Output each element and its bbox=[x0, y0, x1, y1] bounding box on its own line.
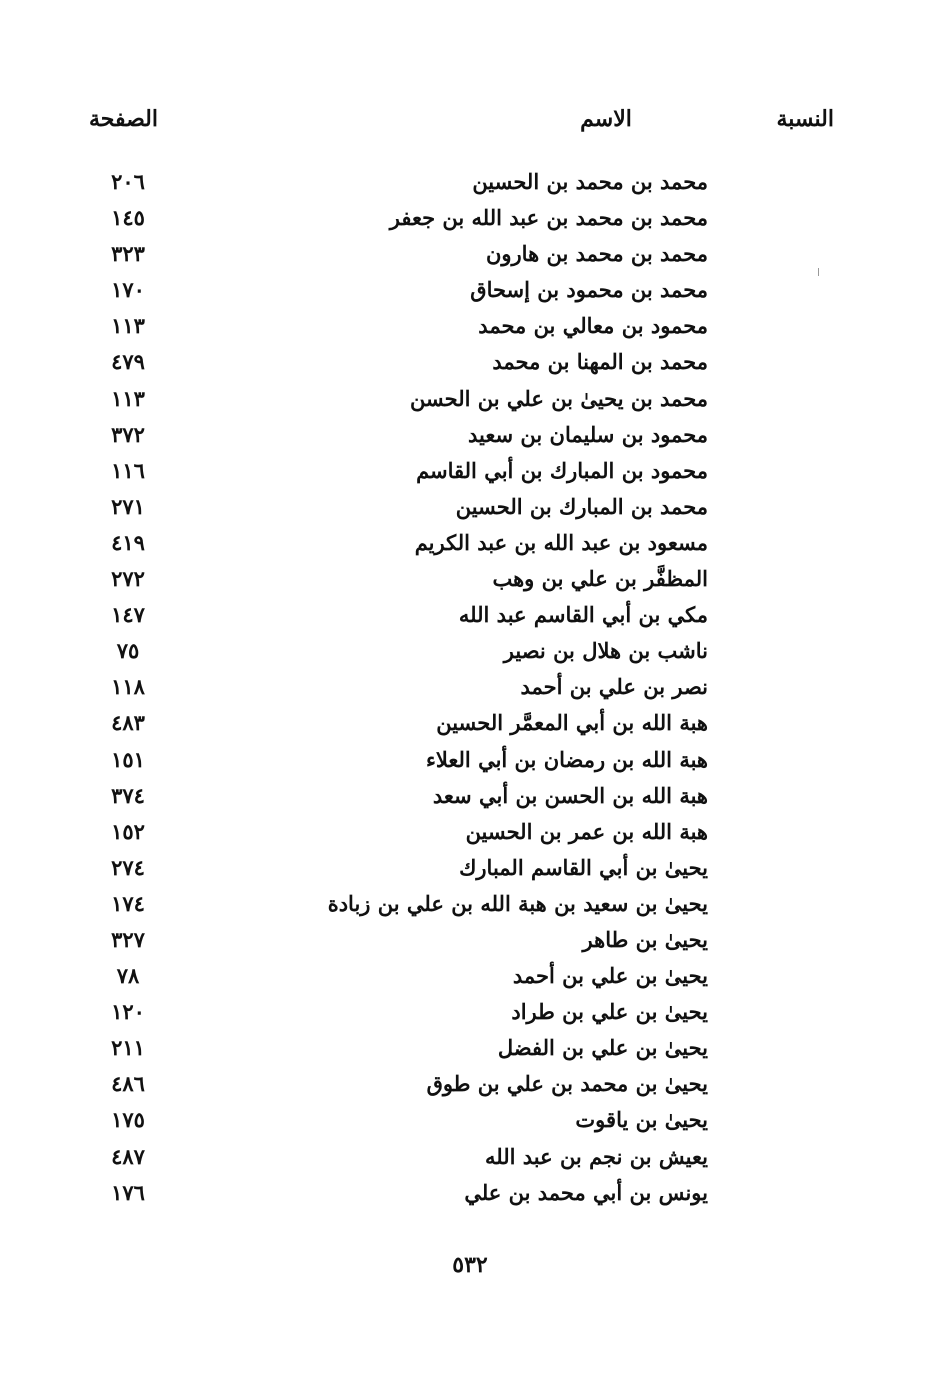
entry-page: ١٧٦ bbox=[111, 1179, 145, 1205]
table-row bbox=[0, 670, 940, 706]
entry-page: ١٥٢ bbox=[111, 818, 145, 844]
entry-name: يعيش بن نجم بن عبد الله bbox=[484, 1143, 708, 1169]
table-row bbox=[0, 526, 940, 562]
index-table bbox=[0, 165, 940, 1212]
table-row bbox=[0, 382, 940, 418]
table-row bbox=[0, 887, 940, 923]
entry-page: ١٧٠ bbox=[111, 277, 145, 303]
table-row bbox=[0, 1140, 940, 1176]
scan-mark bbox=[818, 268, 819, 276]
entry-name: يحيىٰ بن أبي القاسم المبارك bbox=[459, 854, 708, 880]
entry-name: ناشب بن هلال بن نصير bbox=[503, 638, 708, 664]
entry-page: ١٧٤ bbox=[111, 890, 145, 916]
table-row bbox=[0, 273, 940, 309]
page-number: ٥٣٢ bbox=[452, 1252, 488, 1278]
entry-page: ٢٧٢ bbox=[111, 566, 145, 592]
entry-name: يحيىٰ بن علي بن أحمد bbox=[512, 963, 708, 989]
entry-page: ١٥١ bbox=[111, 746, 145, 772]
table-row bbox=[0, 345, 940, 381]
table-row bbox=[0, 743, 940, 779]
table-header bbox=[0, 106, 940, 146]
table-row bbox=[0, 418, 940, 454]
entry-name: محمد بن المهنا بن محمد bbox=[492, 349, 708, 375]
table-row bbox=[0, 995, 940, 1031]
entry-page: ٣٧٢ bbox=[111, 421, 145, 447]
entry-page: ١١٣ bbox=[111, 313, 145, 339]
table-row bbox=[0, 1067, 940, 1103]
entry-name: محمود بن سليمان بن سعيد bbox=[468, 421, 708, 447]
table-row bbox=[0, 165, 940, 201]
entry-name: محمد بن يحيىٰ بن علي بن الحسن bbox=[409, 385, 708, 411]
entry-page: ٤٨٦ bbox=[111, 1071, 145, 1097]
table-row bbox=[0, 490, 940, 526]
entry-page: ٧٨ bbox=[116, 963, 140, 989]
entry-name: يحيىٰ بن علي بن طراد bbox=[511, 999, 708, 1025]
entry-name: هبة الله بن عمر بن الحسين bbox=[465, 818, 708, 844]
entry-name: يحيىٰ بن محمد بن علي بن طوق bbox=[426, 1071, 708, 1097]
table-row bbox=[0, 454, 940, 490]
table-row bbox=[0, 706, 940, 742]
table-row bbox=[0, 815, 940, 851]
entry-name: محمد بن محمد بن هارون bbox=[485, 241, 708, 267]
entry-page: ٢٠٦ bbox=[111, 169, 145, 194]
entry-name: هبة الله بن الحسن بن أبي سعد bbox=[432, 782, 708, 808]
entry-page: ٣٧٤ bbox=[111, 782, 145, 808]
table-row bbox=[0, 1176, 940, 1212]
entry-page: ١٤٥ bbox=[111, 205, 145, 231]
table-row bbox=[0, 598, 940, 634]
entry-page: ١٤٧ bbox=[111, 602, 145, 628]
header-page: الصفحة bbox=[88, 106, 158, 132]
table-row bbox=[0, 1031, 940, 1067]
header-name: الاسم bbox=[580, 106, 632, 132]
entry-name: يونس بن أبي محمد بن علي bbox=[464, 1179, 708, 1205]
entry-page: ٣٢٧ bbox=[111, 926, 145, 952]
entry-name: يحيىٰ بن علي بن الفضل bbox=[497, 1035, 708, 1061]
entry-page: ١٧٥ bbox=[111, 1107, 145, 1133]
table-row bbox=[0, 562, 940, 598]
entry-page: ١١٦ bbox=[111, 457, 145, 483]
entry-page: ٤٨٣ bbox=[111, 710, 145, 736]
entry-name: هبة الله بن أبي المعمَّر الحسين bbox=[436, 710, 708, 736]
entry-name: مسعود بن عبد الله بن عبد الكريم bbox=[414, 529, 708, 555]
entry-name: محمد بن محمد بن الحسين bbox=[472, 169, 708, 194]
entry-name: محمود بن المبارك بن أبي القاسم bbox=[416, 457, 708, 483]
entry-page: ٢٧١ bbox=[111, 493, 145, 519]
entry-page: ٢١١ bbox=[111, 1035, 145, 1061]
entry-page: ٤٧٩ bbox=[111, 349, 145, 375]
entry-name: محمد بن المبارك بن الحسين bbox=[455, 493, 708, 519]
entry-name: نصر بن علي بن أحمد bbox=[520, 674, 708, 700]
entry-page: ٧٥ bbox=[116, 638, 140, 664]
entry-name: يحيىٰ بن طاهر bbox=[582, 926, 708, 952]
entry-page: ٢٧٤ bbox=[111, 854, 145, 880]
entry-page: ٤١٩ bbox=[111, 529, 145, 555]
table-row bbox=[0, 201, 940, 237]
table-row bbox=[0, 779, 940, 815]
entry-name: يحيىٰ بن سعيد بن هبة الله بن علي بن زبادة bbox=[327, 890, 708, 916]
table-row bbox=[0, 1103, 940, 1139]
entry-name: هبة الله بن رمضان بن أبي العلاء bbox=[425, 746, 708, 772]
entry-page: ٤٨٧ bbox=[111, 1143, 145, 1169]
entry-page: ١٢٠ bbox=[111, 999, 145, 1025]
table-row bbox=[0, 851, 940, 887]
entry-page: ٣٢٣ bbox=[111, 241, 145, 267]
table-row bbox=[0, 634, 940, 670]
header-nisba: النسبة bbox=[776, 106, 834, 132]
entry-name: المظفَّر بن علي بن وهب bbox=[492, 566, 708, 592]
table-row bbox=[0, 237, 940, 273]
entry-name: يحيىٰ بن ياقوت bbox=[575, 1107, 708, 1133]
entry-name: محمد بن محمد بن عبد الله بن جعفر bbox=[389, 205, 708, 231]
entry-name: محمد بن محمود بن إسحاق bbox=[470, 277, 708, 303]
table-row bbox=[0, 959, 940, 995]
table-row bbox=[0, 309, 940, 345]
entry-page: ١١٣ bbox=[111, 385, 145, 411]
table-row bbox=[0, 923, 940, 959]
entry-page: ١١٨ bbox=[111, 674, 145, 700]
entry-name: محمود بن معالي بن محمد bbox=[478, 313, 708, 339]
entry-name: مكي بن أبي القاسم عبد الله bbox=[458, 602, 708, 628]
